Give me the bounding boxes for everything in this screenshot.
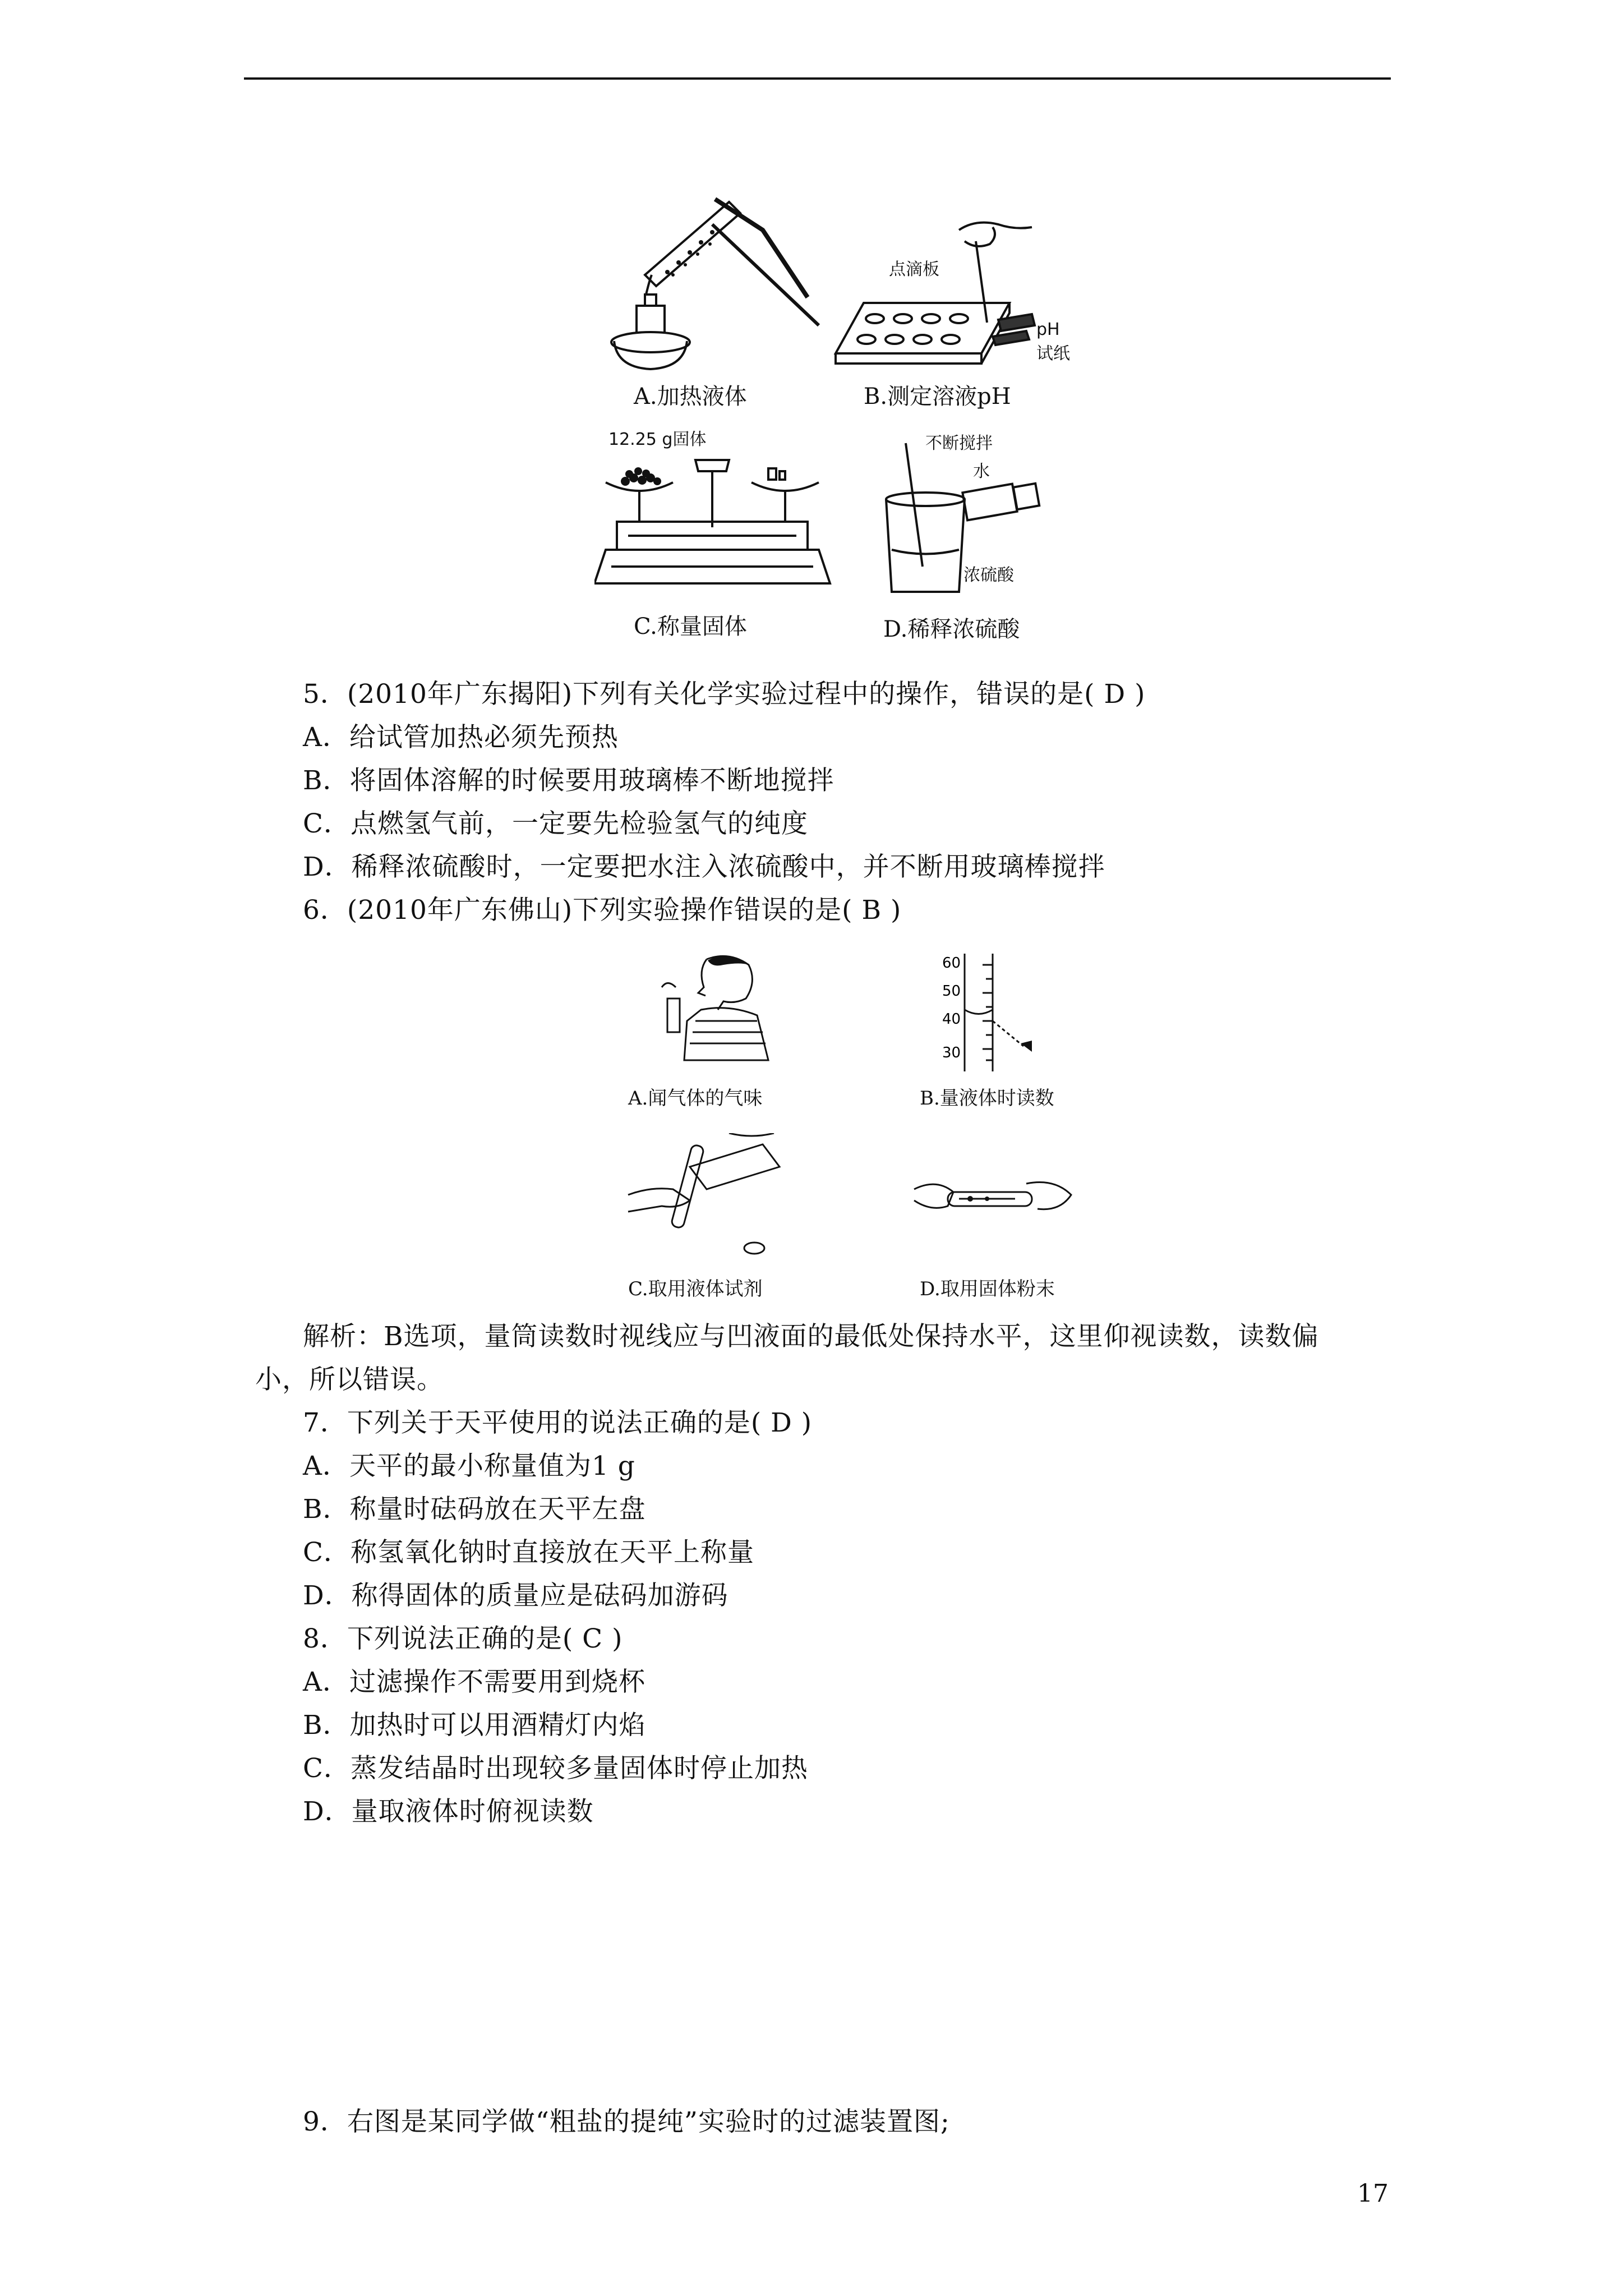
label-ph: pH xyxy=(1036,320,1060,339)
q7-option-a: A．天平的最小称量值为1 g xyxy=(303,1451,635,1481)
header-rule xyxy=(244,77,1391,80)
label-conc-acid: 浓硫酸 xyxy=(963,565,1014,585)
q8-option-d: D．量取液体时俯视读数 xyxy=(303,1796,594,1827)
q8-option-b: B．加热时可以用酒精灯内焰 xyxy=(303,1710,646,1741)
label-test-paper: 试纸 xyxy=(1036,344,1070,364)
caption-d-diluting: D.稀释浓硫酸 xyxy=(883,616,1020,642)
caption-a-heating: A.加热液体 xyxy=(634,384,747,409)
figure-a-smelling-gas xyxy=(645,948,780,1066)
figure-a-heating-liquid xyxy=(583,191,824,381)
label-stir: 不断搅拌 xyxy=(925,434,993,453)
q5-option-a: A．给试管加热必须先预热 xyxy=(303,722,619,753)
q8-option-c: C．蒸发结晶时出现较多量固体时停止加热 xyxy=(303,1753,808,1784)
q7-option-c: C．称氢氧化钠时直接放在天平上称量 xyxy=(303,1537,754,1568)
analysis-line-1: 解析：B选项，量筒读数时视线应与凹液面的最低处保持水平，这里仰视读数，读数偏 xyxy=(303,1321,1319,1352)
tick-50: 50 xyxy=(942,983,961,1000)
tick-30: 30 xyxy=(942,1045,961,1061)
figure-d-solid-powder xyxy=(909,1167,1077,1240)
analysis-line-2: 小，所以错误。 xyxy=(255,1364,444,1395)
figure-c-weighing-solid xyxy=(594,449,841,595)
tick-60: 60 xyxy=(942,955,961,972)
caption-c-liquid: C.取用液体试剂 xyxy=(628,1278,763,1300)
q7-option-b: B．称量时砝码放在天平左盘 xyxy=(303,1494,646,1525)
q7-stem: 7．下列关于天平使用的说法正确的是( D ) xyxy=(303,1407,813,1438)
caption-b-ph: B.测定溶液pH xyxy=(864,384,1011,409)
caption-b-reading: B.量液体时读数 xyxy=(920,1087,1054,1110)
caption-a-smelling: A.闻气体的气味 xyxy=(628,1087,763,1110)
caption-d-powder: D.取用固体粉末 xyxy=(920,1278,1055,1300)
q6-stem: 6．(2010年广东佛山)下列实验操作错误的是( B ) xyxy=(303,895,902,926)
label-spot-plate: 点滴板 xyxy=(889,260,939,279)
figure-c-liquid-reagent xyxy=(617,1133,796,1257)
q5-option-b: B．将固体溶解的时候要用玻璃棒不断地搅拌 xyxy=(303,765,834,796)
figure-b-reading-cylinder xyxy=(931,948,1043,1077)
q7-option-d: D．称得固体的质量应是砝码加游码 xyxy=(303,1580,728,1611)
q5-option-c: C．点燃氢气前，一定要先检验氢气的纯度 xyxy=(303,808,808,839)
q5-stem: 5．(2010年广东揭阳)下列有关化学实验过程中的操作，错误的是( D ) xyxy=(303,679,1146,710)
q8-stem: 8．下列说法正确的是( C ) xyxy=(303,1623,623,1654)
q5-option-d: D．稀释浓硫酸时，一定要把水注入浓硫酸中，并不断用玻璃棒搅拌 xyxy=(303,852,1105,882)
label-solid-mass: 12.25 g固体 xyxy=(608,430,707,449)
label-water: 水 xyxy=(973,462,990,481)
q8-option-a: A．过滤操作不需要用到烧杯 xyxy=(303,1667,645,1697)
q9-stem: 9．右图是某同学做“粗盐的提纯”实验时的过滤装置图; xyxy=(303,2106,950,2137)
page-number: 17 xyxy=(1357,2179,1389,2208)
tick-40: 40 xyxy=(942,1011,961,1028)
caption-c-weighing: C.称量固体 xyxy=(634,614,747,639)
